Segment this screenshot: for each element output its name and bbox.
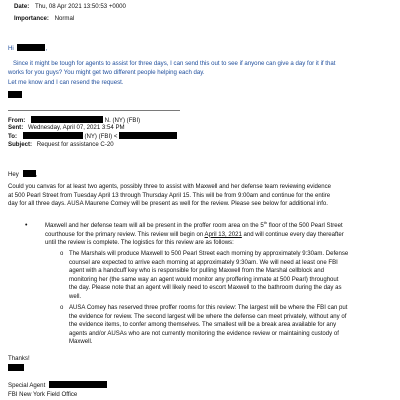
sub-bullet-proffer-rooms: AUSA Comey has reserved three proffer rooms for this review: The largest will be where the FBI can put the evidence for review. The second largest will be where the defense can meet privately, without any of the evidence items, to confer among themselves. The smallest will be a break area available for any agents and/or AUSAs who are not currently monitoring the evidence review or maintaining custody of Maxwell.	[69, 305, 348, 346]
to-value: (NY) (FBI) <	[84, 133, 118, 140]
review-start-date: April 13, 2021	[204, 231, 242, 238]
signature-office: FBI New York Field Office	[8, 391, 78, 398]
redaction-box	[8, 364, 24, 371]
message-greeting: Hey ,	[8, 171, 38, 178]
subject-label: Subject:	[8, 141, 33, 148]
signature-title-row	[8, 381, 107, 390]
bullet-review-logistics: Maxwell and her defense team will all be present in the proffer room area on the 5th floor of the 500 Pearl Street courthouse for the primary review. This review will begin on April 13, 2021 and will continue every day thereafter until the review is complete. The logistics for this review are as follows:	[45, 219, 344, 247]
date-row	[14, 3, 126, 11]
importance-label: Importance:	[14, 15, 49, 22]
subject-value: Request for assistance C-20	[36, 141, 114, 148]
redaction-box	[8, 91, 22, 98]
signature-redacted	[8, 364, 24, 373]
signature-title: Special Agent	[8, 382, 46, 389]
date-label: Date:	[14, 3, 30, 10]
sent-row	[8, 124, 125, 132]
redaction-box	[23, 170, 36, 177]
reply-signature-redacted	[8, 91, 22, 100]
sub-bullet-marker: o	[60, 305, 64, 311]
bullet-dot: •	[25, 222, 28, 229]
from-value: N. (NY) (FBI)	[104, 117, 141, 124]
importance-value: Normal	[54, 15, 75, 22]
redaction-box	[31, 116, 103, 123]
thanks-text: Thanks!	[8, 355, 30, 362]
reply-body-line-3: Let me know and I can resend the request.	[8, 79, 124, 86]
to-row	[8, 132, 177, 141]
sent-label: Sent:	[8, 124, 24, 131]
redaction-box	[119, 132, 177, 139]
redaction-box	[17, 44, 45, 51]
to-label: To:	[8, 133, 18, 140]
from-label: From:	[8, 117, 26, 124]
importance-row	[14, 15, 74, 23]
reply-body-line-2: works for you guys? You might get two different people helping each day.	[8, 69, 205, 76]
sent-value: Wednesday, April 07, 2021 3:54 PM	[27, 124, 125, 131]
reply-greeting: Hi ,	[8, 45, 48, 52]
reply-body-line-1: Since it might be tough for agents to assist for three days, I can send this out to see if anyone can give a day for it if that	[13, 60, 336, 67]
redaction-box	[49, 381, 107, 388]
subject-row	[8, 141, 114, 149]
forward-divider	[8, 110, 180, 111]
date-value: Thu, 08 Apr 2021 13:50:53 +0000	[34, 3, 126, 10]
redaction-box	[23, 132, 83, 139]
request-paragraph: Could you canvas for at least two agents, possibly three to assist with Maxwell and her defense team reviewing evidence at 500 Pearl Street from Tuesday April 13 through Thursday April 15. This will be from 9:00am and continue for the entire day for all three days. AUSA Maurene Comey will be present as well for the review. Please see below for additional info.	[8, 184, 332, 208]
sub-bullet-marshals: The Marshals will produce Maxwell to 500 Pearl Street each morning by approximately 9:30am. Defense counsel are expected to arrive each morning at approximately 9:30am. We will need at least one FBI agent with a handcuff key who is responsible for pulling Maxwell from the Marshal cellblock and monitoring her (the same way an agent would monitor any proffering inmate at 500 Pearl) throughout the day. Please note that an agent will likely need to escort Maxwell to the bathroom during the day as well.	[69, 251, 349, 300]
sub-bullet-marker: o	[60, 251, 64, 257]
